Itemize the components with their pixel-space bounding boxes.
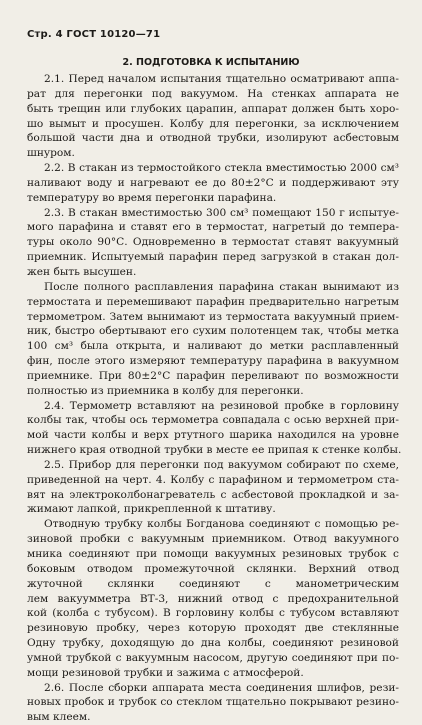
text-line: жимают лапкой, прикрепленной к штативу.: [27, 503, 276, 516]
text-line: мощи резиновой трубки и зажима с атмосферой.: [27, 666, 304, 679]
text-line: Отводную трубку колбы Богданова соединяют с помощью ре-: [44, 518, 399, 531]
text-line: умной трубкой с вакуумным насосом, другую соединяют при по-: [27, 651, 399, 664]
text-line: колбы так, чтобы ось термометра совпадала с осью верхней при-: [27, 414, 399, 427]
text-line: наливают воду и нагревают ее до 80±2°С и поддерживают эту: [27, 176, 399, 189]
text-line: резиновую пробку, через которую проходят две стеклянные: [27, 622, 399, 635]
text-line: зиновой пробки с вакуумным приемником. Отвод вакуумного: [27, 533, 399, 546]
text-line: 100 см³ была открыта, и наливают до метки расплавленный: [27, 340, 399, 353]
page-header: Стр. 4 ГОСТ 10120—71: [27, 29, 161, 40]
text-line: жуточной склянки соединяют с манометрическим: [27, 577, 399, 590]
text-line: 2.4. Термометр вставляют на резиновой пробке в горловину: [44, 399, 399, 412]
text-line: кой (колба с тубусом). В горловину колбы с тубусом вставляют: [27, 607, 399, 620]
text-line: большой части дна и отводной трубки, изолируют асбестовым: [27, 132, 399, 145]
text-line: мой части колбы и верх ртутного шарика находился на уровне: [27, 429, 399, 442]
text-line: приемнике. При 80±2°С парафин переливают по возможности: [27, 369, 399, 382]
text-line: мого парафина и ставят его в термостат, нагретый до темпера-: [27, 221, 399, 234]
text-line: термометром. Затем вынимают из термостата вакуумный прием-: [27, 310, 399, 323]
text-line: нижнего края отводной трубки в месте ее припая к стенке колбы.: [27, 444, 402, 457]
text-line: 2.5. Прибор для перегонки под вакуумом собирают по схеме,: [44, 458, 399, 471]
text-line: фин, после этого измеряют температуру парафина в вакуумном: [27, 355, 399, 368]
text-line: температуру во время перегонки парафина.: [27, 191, 277, 204]
text-line: рат для перегонки под вакуумом. На стенках аппарата не: [27, 87, 399, 100]
text-line: термостата и перемешивают парафин предварительно нагретым: [27, 295, 399, 308]
text-line: 2.6. После сборки аппарата места соединения шлифов, рези-: [44, 681, 399, 694]
text-line: 2.3. В стакан вместимостью 300 см³ помещают 150 г испытуе-: [44, 206, 399, 219]
text-line: приемник. Испытуемый парафин перед загрузкой в стакан дол-: [27, 251, 399, 264]
text-line: вым клеем.: [27, 711, 91, 724]
text-line: полностью из приемника в колбу для перегонки.: [27, 384, 304, 397]
text-line: лем вакуумметра ВТ-3, нижний отвод с предохранительной: [27, 592, 399, 605]
text-line: боковым отводом промежуточной склянки. Верхний отвод: [27, 562, 399, 575]
document-body: [27, 72, 402, 725]
text-line: новых пробок и трубок со стеклом тщательно покрывают резино-: [27, 696, 399, 709]
text-line: жен быть высушен.: [27, 265, 137, 278]
text-line: вят на электроколбонагреватель с асбестовой прокладкой и за-: [27, 488, 399, 501]
text-line: 2.2. В стакан из термостойкого стекла вместимостью 2000 см³: [44, 162, 399, 175]
text-line: быть трещин или глубоких царапин, аппарат должен быть хоро-: [27, 102, 399, 115]
text-line: шнуром.: [27, 147, 75, 160]
text-line: 2.1. Перед началом испытания тщательно осматривают аппа-: [44, 73, 399, 85]
text-line: ник, быстро обертывают его сухим полотенцем так, чтобы метка: [27, 325, 399, 338]
text-line: приведенной на черт. 4. Колбу с парафином и термометром ста-: [27, 473, 399, 486]
text-line: шо вымыт и просушен. Колбу для перегонки, за исключением: [27, 117, 399, 130]
text-line: После полного расплавления парафина стакан вынимают из: [44, 280, 399, 293]
text-line: мника соединяют при помощи вакуумных резиновых трубок с: [27, 548, 399, 560]
text-line: Одну трубку, доходящую до дна колбы, соединяют резиновой: [27, 637, 399, 650]
section-title: 2. ПОДГОТОВКА К ИСПЫТАНИЮ: [122, 57, 300, 68]
text-line: туры около 90°С. Одновременно в термостат ставят вакуумный: [27, 236, 399, 249]
